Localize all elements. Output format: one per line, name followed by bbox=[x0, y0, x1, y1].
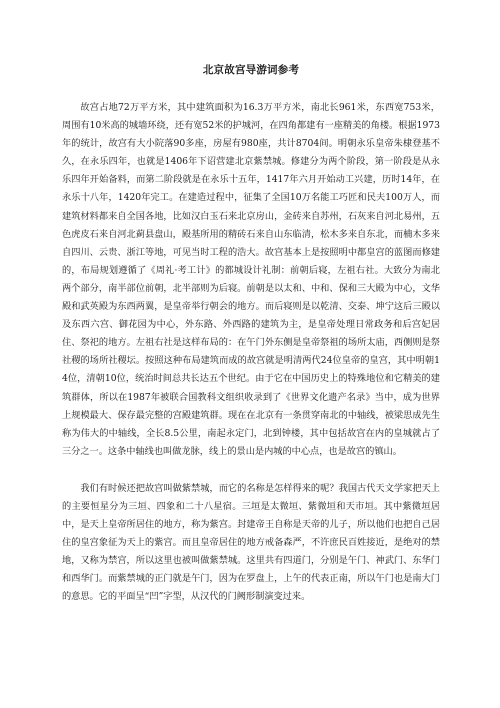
paragraph-1: 故宫占地72万平方米，其中建筑面积为16.3万平方米，南北长961米，东西宽753米，周围有10米高的城墙环绕，还有宽52米的护城河，在四角都建有一座精美的角楼。根据1973年的统计，故宫有大小院落90多座，房屋有980座，共计8704间。明朝永乐皇帝朱棣登基不久，在永乐四年，也就是1406年下诏营建北京紫禁城。修建分为两个阶段，第一阶段是从永乐四年开始备料，而第二阶段就是在永乐十五年，1417年六月开始动工兴建，历时14年，在永乐十八年，1420年完工。在建造过程中，征集了全国10万名能工巧匠和民夫100万人，而建筑材料都来自全国各地，比如汉白玉石来北京房山，金砖来自苏州，石灰来自河北易州，五色虎皮石来自河北蓟县盘山，殿基所用的精砖石来自山东临清，松木多来自东北，而楠木多来自四川、云贵、浙江等地，可见当时工程的浩大。故宫基本上是按照明中都皇宫的蓝图而修建的，布局规划遵循了《周礼·考工计》的都城设计礼制：前朝后寝，左祖右社。大致分为南北两个部分，南半部位前朝，北半部则为后寝。前朝是以太和、中和、保和三大殿为中心，文华殿和武英殿为东西两翼，是皇帝举行朝会的地方。而后寝则是以乾清、交泰、坤宁这后三殿以及东西六宫、御花园为中心，外东路、外西路的建筑为主，是皇帝处理日常政务和后宫妃居住、祭祀的地方。左祖右社是这样布局的：在午门外东侧是皇帝祭祖的场所太庙，西侧则是祭社稷的场所社稷坛。按照这种布局建筑而成的故宫就是明清两代24位皇帝的皇宫，其中明朝14位，清朝10位，统治时间总共长达五个世纪。由于它在中国历史上的特殊地位和它精美的建筑群体，所以在1987年被联合国教科文组织收录到了《世界文化遗产名录》当中，成为世界上规模最大、保存最完整的宫殿建筑群。现在在北京有一条贯穿南北的中轴线，被梁思成先生称为伟大的中轴线，全长8.5公里，南起永定门，北到钟楼，其中包括故宫在内的皇城就占了三分之一。这条中轴线也叫做龙脉，线上的景山是内城的中心点，也是故宫的镇山。 bbox=[62, 102, 440, 457]
paragraph-2: 我们有时候还把故宫叫做紫禁城，而它的名称是怎样得来的呢？我国古代天文学家把天上的主要恒星分为三垣、四象和二十八星宿。三垣是太微垣、紫微垣和天市垣。其中紫微垣居中，是天上皇帝所居住的地方，称为紫宫。封建帝王自称是天帝的儿子，所以他们也把自己居住的皇宫象征为天上的紫宫。而且皇帝居住的地方戒备森严，不许庶民百姓接近，是绝对的禁地，又称为禁宫，所以这里也被叫做紫禁城。这里共有四道门，分别是午门、神武门、东华门和西华门。而紫禁城的正门就是午门，因为在罗盘上，上午的代表正南，所以午门也是南大门的意思。它的平面呈“凹”字型，从汉代的门阙形制演变过来。 bbox=[62, 482, 440, 603]
document-title: 北京故宫导游词参考 bbox=[202, 64, 300, 76]
